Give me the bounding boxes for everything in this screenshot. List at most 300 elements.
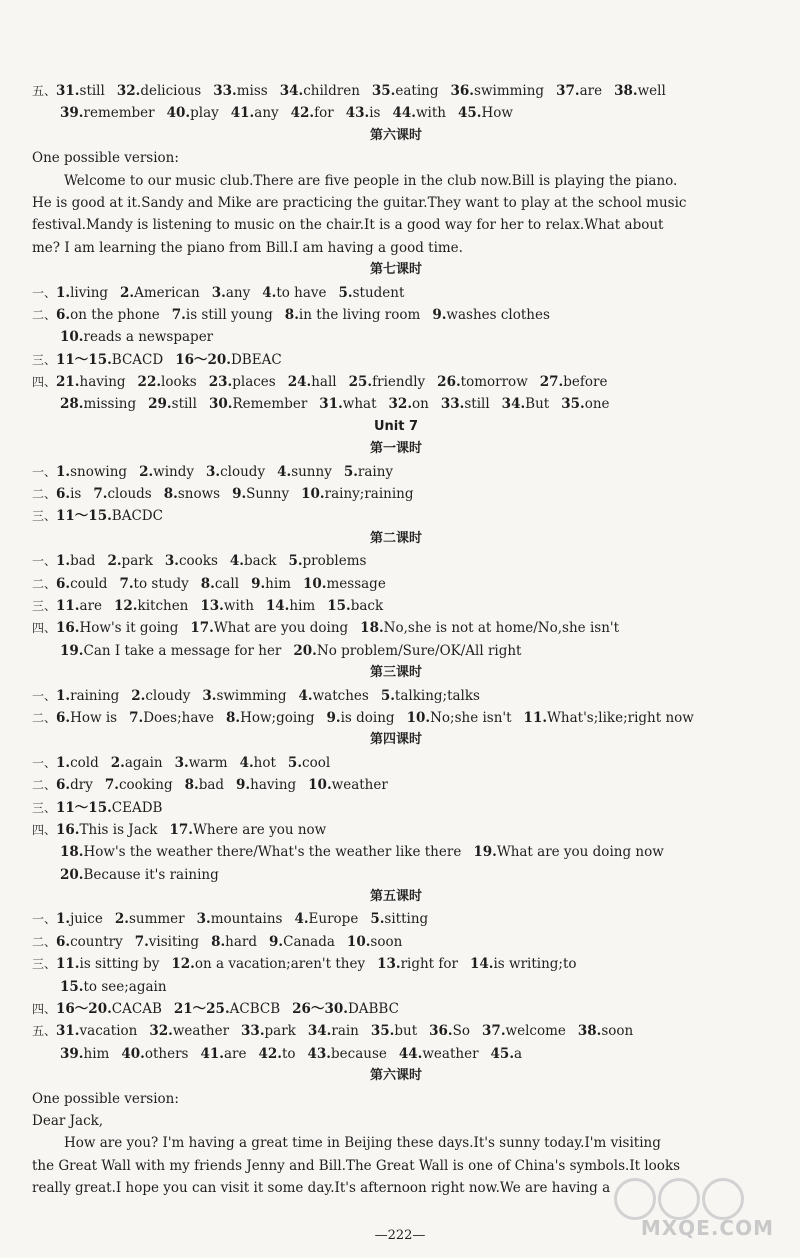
answer-key-page: [32, 80, 760, 1200]
answer-text: Because it's raining: [83, 866, 219, 883]
answer-number: 5.: [288, 553, 303, 570]
answer-number: 2.: [131, 687, 146, 704]
section-heading: 第六课时: [369, 127, 422, 143]
section-number: 二、: [32, 307, 57, 322]
answer-item: [202, 688, 286, 704]
answer-number: 18.: [360, 620, 384, 637]
answer-item: [347, 934, 402, 950]
answer-item: [209, 396, 307, 412]
answer-item: [561, 396, 609, 412]
answer-text: is: [70, 486, 82, 503]
answer-text: still: [79, 83, 105, 99]
answer-text: places: [232, 374, 276, 391]
answer-item: [308, 1023, 359, 1039]
answer-number: 16.: [56, 620, 80, 637]
answer-number: 42.: [290, 105, 315, 122]
answer-text: on a vacation;aren't they: [194, 956, 366, 973]
answer-item: [288, 755, 330, 771]
answer-item: [344, 464, 393, 480]
answer-number: 6.: [56, 306, 71, 323]
answer-number: 20.: [293, 642, 317, 659]
answer-number: 7.: [104, 777, 119, 794]
answer-item: [129, 710, 214, 726]
answer-item: [190, 620, 348, 636]
answer-item: [280, 83, 360, 99]
answer-item: [213, 83, 267, 99]
answer-item: [327, 598, 383, 614]
answer-text: windy: [153, 463, 195, 480]
answer-item: [174, 1001, 280, 1017]
answer-text: cooks: [178, 553, 218, 570]
answer-item: [56, 755, 99, 771]
answer-number: 7.: [134, 933, 149, 950]
answer-number: 4.: [294, 911, 309, 928]
answer-item: [60, 1046, 109, 1062]
answer-row: [32, 841, 760, 863]
answer-text: others: [144, 1045, 189, 1062]
answer-item: [148, 396, 197, 412]
answer-row: [32, 976, 760, 998]
answer-row: [32, 550, 760, 572]
section-number: 一、: [32, 912, 57, 927]
answer-item: [432, 307, 550, 323]
section-heading: 第四课时: [369, 732, 422, 748]
answer-text: bad: [198, 777, 225, 794]
answer-number: 7.: [93, 486, 108, 503]
answer-row: [32, 371, 760, 393]
answer-number: 15.: [60, 978, 84, 995]
answer-number: 44.: [392, 105, 416, 122]
answer-number: 36.: [429, 1023, 453, 1040]
answer-item: [56, 688, 119, 704]
answer-item: [107, 553, 152, 569]
section-number: 五、: [32, 1024, 57, 1039]
answer-number: 9.: [232, 486, 247, 503]
answer-number: 1.: [56, 911, 71, 928]
section-number: 五、: [32, 84, 57, 98]
answer-text: again: [124, 754, 163, 771]
answer-number: 34.: [279, 83, 304, 99]
answer-number: 4.: [239, 754, 254, 771]
answer-item: [339, 285, 405, 301]
answer-number: 26.: [437, 374, 461, 391]
answer-row: [32, 393, 760, 415]
answer-item: [231, 105, 279, 121]
answer-text: missing: [83, 396, 137, 413]
essay-line: He is good at it.Sandy and Mike are practicing the guitar.They want to play at the school music: [32, 194, 687, 211]
answer-row: [32, 80, 760, 102]
answer-item: [171, 956, 365, 972]
answer-number: 1.: [56, 553, 71, 570]
answer-row: [32, 1043, 760, 1065]
answer-text: hot: [253, 754, 276, 771]
answer-item: [117, 83, 201, 99]
answer-item: [56, 934, 123, 950]
answer-row: [32, 864, 760, 886]
answer-number: 7.: [119, 575, 134, 592]
answer-text: student: [352, 284, 405, 301]
answer-item: [473, 844, 663, 860]
answer-number: 8.: [225, 709, 241, 726]
section-heading: 第三课时: [369, 665, 422, 681]
answer-item: [149, 1023, 229, 1039]
answer-text: rainy: [357, 463, 394, 480]
answer-number: 29.: [148, 396, 172, 413]
answer-row: [32, 282, 760, 304]
answer-item: [377, 956, 458, 972]
answer-text: park: [121, 553, 153, 570]
essay-line: really great.I hope you can visit it some day.It's afternoon right now.We are having a: [32, 1180, 611, 1197]
answer-text: No;she isn't: [430, 709, 512, 726]
answer-number: 38.: [577, 1023, 602, 1040]
answer-number: 9.: [326, 709, 341, 726]
answer-item: [349, 374, 426, 390]
answer-item: [119, 576, 188, 592]
section-number: 二、: [32, 934, 57, 949]
answer-text: but: [394, 1023, 418, 1040]
answer-text: vacation: [79, 1023, 138, 1040]
answer-item: [197, 911, 283, 927]
answer-text: warm: [188, 754, 228, 771]
answer-item: [56, 576, 107, 592]
answer-number: 5.: [343, 463, 358, 480]
answer-item: [502, 396, 550, 412]
answer-text: How's the weather there/What's the weather like there: [83, 844, 462, 861]
answer-text: cooking: [118, 777, 173, 794]
answer-number: 37.: [482, 1023, 506, 1040]
answer-text: rain: [331, 1023, 359, 1040]
answer-number: 39.: [60, 105, 84, 122]
answer-text: cloudy: [145, 687, 191, 704]
answer-item: [56, 911, 103, 927]
answer-text: to study: [133, 575, 189, 592]
answer-number: 27.: [539, 374, 564, 391]
answer-text: visiting: [148, 933, 200, 950]
answer-text: one: [584, 396, 610, 413]
answer-text: washes clothes: [446, 306, 550, 323]
answer-item: [56, 307, 160, 323]
answer-number: 3.: [174, 754, 189, 771]
answer-number: 12.: [114, 597, 138, 614]
answer-item: [291, 105, 334, 121]
answer-item: [482, 1023, 566, 1039]
answer-number: 2.: [110, 754, 125, 771]
answer-number: 10.: [302, 575, 327, 592]
answer-item: [327, 710, 395, 726]
answer-number: 23.: [208, 374, 233, 391]
answer-text: bad: [70, 553, 96, 570]
answer-row: [32, 774, 760, 796]
answer-text: a: [514, 1045, 523, 1062]
watermark-text: MXQE.COM: [640, 1216, 774, 1240]
answer-item: [175, 755, 228, 771]
answer-row: [32, 707, 760, 729]
answer-text: because: [331, 1045, 387, 1062]
answer-text: No problem/Sure/OK/All right: [316, 642, 522, 659]
watermark-circle-icon: [614, 1178, 656, 1220]
answer-row: [32, 685, 760, 707]
answer-text: cold: [70, 754, 99, 771]
answer-item: [258, 1046, 295, 1062]
essay-line: One possible version:: [32, 150, 179, 167]
essay-line: How are you? I'm having a great time in Beijing these days.It's sunny today.I'm visiting: [64, 1135, 661, 1152]
answer-number: 45.: [457, 105, 482, 122]
answer-item: [458, 105, 513, 121]
section-heading: 第二课时: [369, 530, 422, 546]
section-number: 一、: [32, 688, 57, 703]
section-number: 四、: [32, 621, 57, 636]
answer-text: CEADB: [111, 799, 163, 816]
answer-text: to see;again: [83, 978, 167, 995]
answer-number: 38.: [614, 83, 638, 99]
answer-item: [262, 285, 326, 301]
answer-number: 11.: [56, 956, 80, 973]
answer-item: [60, 105, 155, 121]
essay-line: festival.Mandy is listening to music on the chair.It is a good way for her to relax.What about: [32, 217, 664, 234]
answer-text: weather: [172, 1023, 230, 1040]
answer-number: 45.: [490, 1045, 515, 1062]
answer-number: 32.: [116, 83, 141, 99]
answer-text: is doing: [340, 709, 395, 726]
answer-row: [32, 617, 760, 639]
answer-number: 9.: [432, 306, 447, 323]
answer-text: hard: [225, 933, 258, 950]
answer-number: 5.: [370, 911, 385, 928]
answer-text: How: [481, 105, 513, 122]
answer-number: 6.: [56, 933, 71, 950]
answer-text: are: [223, 1045, 247, 1062]
answer-text: park: [264, 1023, 296, 1040]
answer-text: still: [171, 396, 197, 413]
answer-row: [32, 573, 760, 595]
answer-text: is sitting by: [79, 956, 160, 973]
answer-text: watches: [312, 687, 369, 704]
answer-number: 40.: [166, 105, 191, 122]
answer-item: [346, 105, 381, 121]
answer-number: 10.: [60, 329, 84, 346]
section-heading: 第一课时: [369, 441, 422, 457]
answer-text: for: [314, 105, 334, 122]
answer-number: 35.: [561, 396, 585, 413]
answer-item: [288, 553, 366, 569]
answer-number: 20.: [60, 866, 84, 883]
answer-number: 5.: [380, 687, 395, 704]
answer-row: [32, 819, 760, 841]
answer-item: [293, 643, 521, 659]
answer-item: [236, 777, 296, 793]
essay-line: One possible version:: [32, 1090, 179, 1107]
answer-item: [120, 285, 200, 301]
answer-number: 12.: [171, 956, 195, 973]
answer-text: talking;talks: [394, 687, 480, 704]
answer-text: any: [225, 284, 251, 301]
answer-item: [201, 576, 239, 592]
answer-text: How is: [70, 709, 118, 726]
answer-row: [32, 998, 760, 1020]
answer-text: reads a newspaper: [83, 329, 214, 346]
answer-text: hall: [311, 374, 337, 391]
answer-item: [470, 956, 577, 972]
answer-text: play: [190, 105, 219, 122]
answer-text: still: [464, 396, 490, 413]
answer-item: [172, 307, 273, 323]
answer-text: him: [289, 597, 316, 614]
answer-number: 6.: [56, 575, 71, 592]
answer-row: [32, 595, 760, 617]
answer-number: 41.: [230, 105, 255, 122]
answer-number: 15.: [327, 597, 351, 614]
answer-item: [56, 1023, 137, 1039]
answer-item: [360, 620, 619, 636]
answer-item: [209, 374, 276, 390]
answer-item: [372, 83, 439, 99]
answer-text: before: [563, 374, 608, 391]
answer-item: [175, 352, 281, 368]
answer-number: 8.: [284, 306, 299, 323]
answer-item: [226, 710, 315, 726]
section-number: 三、: [32, 598, 57, 613]
answer-text: delicious: [140, 83, 202, 99]
answer-row: [32, 349, 760, 371]
answer-item: [93, 486, 151, 502]
answer-text: looks: [161, 374, 197, 391]
answer-item: [371, 1023, 417, 1039]
answer-row: [32, 908, 760, 930]
answer-row: [32, 483, 760, 505]
answer-row: [32, 102, 760, 124]
answer-number: 1.: [56, 284, 71, 301]
answer-item: [212, 285, 250, 301]
answer-text: living: [70, 284, 109, 301]
section-number: 三、: [32, 800, 57, 815]
answer-text: mountains: [210, 911, 283, 928]
section-number: 一、: [32, 285, 57, 300]
answer-item: [211, 934, 257, 950]
answer-number: 4.: [277, 463, 292, 480]
answer-text: remember: [83, 105, 155, 122]
answer-text: right for: [400, 956, 458, 973]
answer-number: 9.: [251, 575, 266, 592]
answer-number: 3.: [202, 687, 217, 704]
answer-text: eating: [395, 83, 439, 99]
answer-item: [56, 553, 95, 569]
section-number: 二、: [32, 710, 57, 725]
answer-number: 39.: [60, 1045, 84, 1062]
answer-item: [288, 374, 337, 390]
answer-text: country: [70, 933, 123, 950]
answer-number: 11.: [56, 597, 80, 614]
answer-text: with: [223, 597, 254, 614]
section-number: 二、: [32, 576, 57, 591]
answer-text: having: [79, 374, 126, 391]
section-number: 二、: [32, 778, 57, 793]
answer-number: 2.: [107, 553, 122, 570]
section-number: 二、: [32, 487, 57, 502]
answer-item: [56, 800, 162, 816]
answer-number: 25.: [348, 374, 373, 391]
answer-number: 5.: [338, 284, 353, 301]
answer-number: 3.: [164, 553, 179, 570]
answer-number: 13.: [200, 597, 224, 614]
section-number: 四、: [32, 375, 57, 390]
answer-item: [56, 710, 117, 726]
answer-item: [266, 598, 315, 614]
answer-text: Where are you now: [193, 821, 327, 838]
answer-text: rainy;raining: [324, 486, 414, 503]
answer-item: [138, 374, 197, 390]
answer-item: [185, 777, 224, 793]
answer-number: 19.: [473, 844, 497, 861]
answer-text: swimming: [216, 687, 287, 704]
answer-text: ACBCB: [229, 1001, 281, 1018]
answer-item: [319, 396, 376, 412]
answer-item: [614, 83, 666, 99]
answer-text: Remember: [232, 396, 308, 413]
answer-number: 10.: [346, 933, 371, 950]
answer-number: 4.: [262, 284, 277, 301]
answer-number: 34.: [307, 1023, 332, 1040]
answer-text: clouds: [107, 486, 152, 503]
answer-item: [292, 1001, 399, 1017]
answer-item: [164, 486, 220, 502]
answer-item: [491, 1046, 523, 1062]
answer-text: snowing: [70, 463, 128, 480]
answer-item: [241, 1023, 296, 1039]
answer-number: 30.: [208, 396, 233, 413]
answer-item: [56, 822, 157, 838]
answer-text: CACAB: [111, 1001, 162, 1018]
answer-item: [399, 1046, 479, 1062]
answer-number: 10.: [308, 777, 332, 794]
answer-number: 36.: [450, 83, 475, 99]
section-number: 三、: [32, 509, 57, 524]
answer-item: [308, 1046, 387, 1062]
answer-number: 21～25.: [173, 1001, 230, 1018]
answer-number: 8.: [184, 777, 199, 794]
answer-text: What's;like;right now: [547, 709, 694, 726]
answer-item: [230, 553, 277, 569]
answer-item: [451, 83, 545, 99]
answer-item: [167, 105, 219, 121]
answer-text: DBEAC: [230, 351, 282, 368]
answer-number: 21.: [56, 374, 80, 391]
section-number: 一、: [32, 464, 57, 479]
answer-text: snows: [177, 486, 221, 503]
answer-text: in the living room: [298, 306, 421, 323]
answer-item: [429, 1023, 470, 1039]
answer-text: having: [250, 777, 297, 794]
answer-text: BCACD: [111, 351, 164, 368]
watermark: [608, 1178, 778, 1248]
answer-item: [556, 83, 602, 99]
answer-text: What are you doing now: [496, 844, 664, 861]
answer-text: swimming: [474, 83, 545, 99]
answer-number: 10.: [406, 709, 431, 726]
answer-item: [56, 374, 126, 390]
answer-item: [251, 576, 291, 592]
answer-text: any: [254, 105, 279, 122]
answer-number: 41.: [200, 1045, 224, 1062]
answer-item: [105, 777, 173, 793]
watermark-circle-icon: [702, 1178, 744, 1220]
answer-number: 3.: [206, 463, 221, 480]
answer-number: 22.: [137, 374, 162, 391]
answer-number: 24.: [287, 374, 312, 391]
answer-number: 33.: [440, 396, 465, 413]
answer-number: 19.: [60, 642, 84, 659]
answer-number: 34.: [501, 396, 526, 413]
answer-item: [56, 464, 127, 480]
